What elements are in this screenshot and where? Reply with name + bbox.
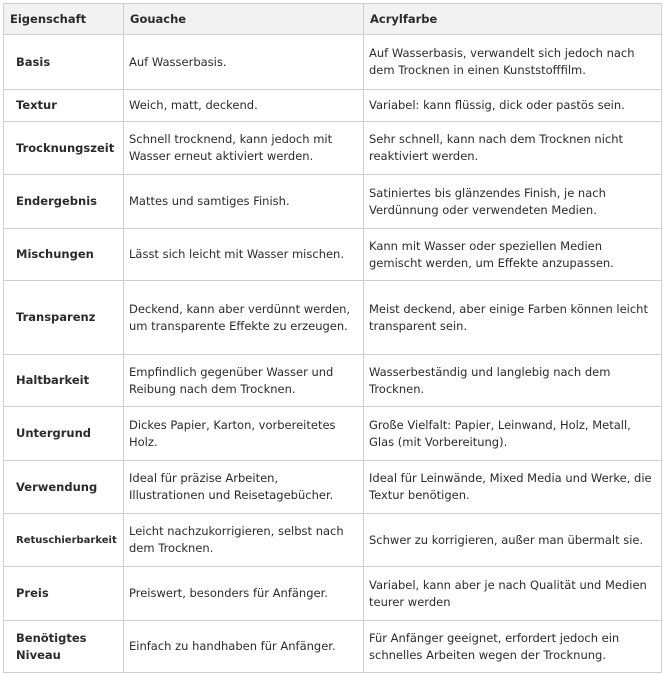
row-property: Trocknungszeit bbox=[4, 122, 124, 175]
row-acryl: Meist deckend, aber einige Farben können leicht transparent sein. bbox=[364, 281, 662, 355]
row-gouache: Lässt sich leicht mit Wasser mischen. bbox=[124, 229, 364, 281]
table-row bbox=[4, 281, 662, 355]
row-acryl: Wasserbeständig und langlebig nach dem Trocknen. bbox=[364, 355, 662, 407]
row-property: Untergrund bbox=[4, 407, 124, 461]
table-row bbox=[4, 35, 662, 90]
row-gouache: Ideal für präzise Arbeiten, Illustrationen und Reisetagebücher. bbox=[124, 461, 364, 514]
row-acryl: Variabel, kann aber je nach Qualität und Medien teurer werden bbox=[364, 567, 662, 621]
table-row bbox=[4, 567, 662, 621]
row-gouache: Weich, matt, deckend. bbox=[124, 90, 364, 122]
row-property: Haltbarkeit bbox=[4, 355, 124, 407]
row-property: Textur bbox=[4, 90, 124, 122]
row-gouache: Schnell trocknend, kann jedoch mit Wasser erneut aktiviert werden. bbox=[124, 122, 364, 175]
table-row bbox=[4, 122, 662, 175]
row-property: Benötigtes Niveau bbox=[4, 621, 124, 673]
header-acryl: Acrylfarbe bbox=[364, 4, 662, 35]
row-acryl: Schwer zu korrigieren, außer man übermalt sie. bbox=[364, 514, 662, 567]
row-property: Verwendung bbox=[4, 461, 124, 514]
row-property: Endergebnis bbox=[4, 175, 124, 229]
row-gouache: Leicht nachzukorrigieren, selbst nach dem Trocknen. bbox=[124, 514, 364, 567]
row-acryl: Satiniertes bis glänzendes Finish, je nach Verdünnung oder verwendeten Medien. bbox=[364, 175, 662, 229]
table-row bbox=[4, 407, 662, 461]
row-gouache: Auf Wasserbasis. bbox=[124, 35, 364, 90]
row-acryl: Auf Wasserbasis, verwandelt sich jedoch nach dem Trocknen in einen Kunststofffilm. bbox=[364, 35, 662, 90]
row-gouache: Preiswert, besonders für Anfänger. bbox=[124, 567, 364, 621]
table-row bbox=[4, 229, 662, 281]
table-row bbox=[4, 355, 662, 407]
row-gouache: Dickes Papier, Karton, vorbereitetes Holz. bbox=[124, 407, 364, 461]
row-acryl: Große Vielfalt: Papier, Leinwand, Holz, Metall, Glas (mit Vorbereitung). bbox=[364, 407, 662, 461]
row-property: Transparenz bbox=[4, 281, 124, 355]
row-property: Mischungen bbox=[4, 229, 124, 281]
row-acryl: Ideal für Leinwände, Mixed Media und Werke, die Textur benötigen. bbox=[364, 461, 662, 514]
table-header-row bbox=[4, 4, 662, 35]
table-row bbox=[4, 461, 662, 514]
comparison-table bbox=[3, 3, 662, 673]
header-gouache: Gouache bbox=[124, 4, 364, 35]
row-property: Retuschierbarkeit bbox=[4, 514, 124, 567]
row-property: Preis bbox=[4, 567, 124, 621]
row-acryl: Variabel: kann flüssig, dick oder pastös sein. bbox=[364, 90, 662, 122]
row-acryl: Für Anfänger geeignet, erfordert jedoch ein schnelles Arbeiten wegen der Trocknung. bbox=[364, 621, 662, 673]
table-row bbox=[4, 514, 662, 567]
row-gouache: Empfindlich gegenüber Wasser und Reibung nach dem Trocknen. bbox=[124, 355, 364, 407]
row-property: Basis bbox=[4, 35, 124, 90]
row-acryl: Kann mit Wasser oder speziellen Medien gemischt werden, um Effekte anzupassen. bbox=[364, 229, 662, 281]
header-property: Eigenschaft bbox=[4, 4, 124, 35]
row-acryl: Sehr schnell, kann nach dem Trocknen nicht reaktiviert werden. bbox=[364, 122, 662, 175]
row-gouache: Mattes und samtiges Finish. bbox=[124, 175, 364, 229]
table-row bbox=[4, 90, 662, 122]
table-row bbox=[4, 621, 662, 673]
row-gouache: Deckend, kann aber verdünnt werden, um transparente Effekte zu erzeugen. bbox=[124, 281, 364, 355]
table-row bbox=[4, 175, 662, 229]
row-gouache: Einfach zu handhaben für Anfänger. bbox=[124, 621, 364, 673]
